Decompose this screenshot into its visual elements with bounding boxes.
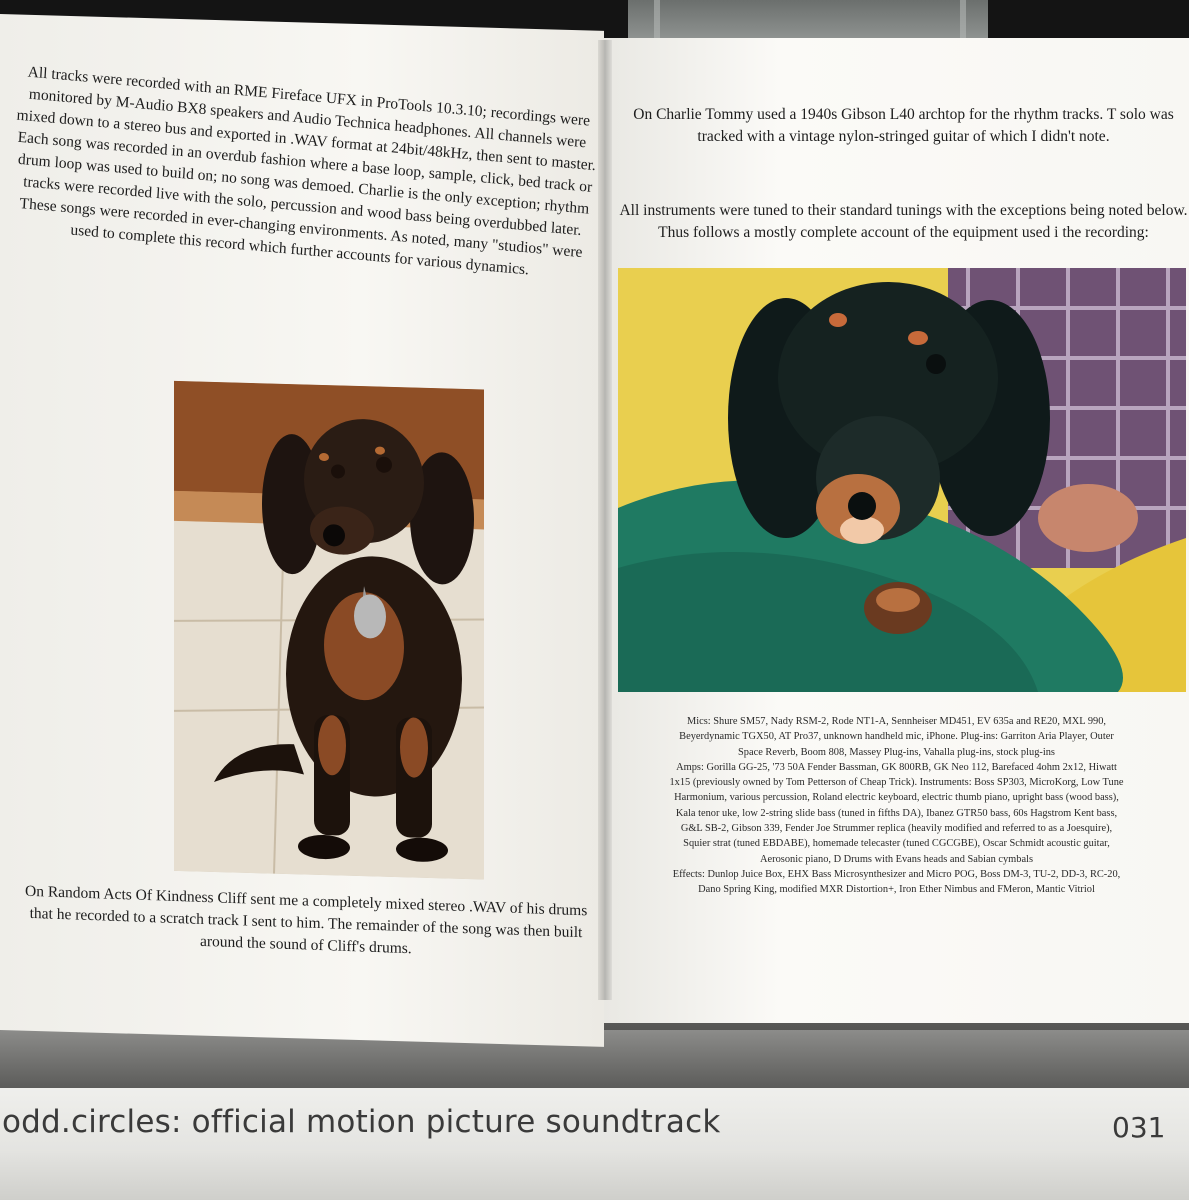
gear-line: Beyerdynamic TGX50, AT Pro37, unknown handheld mic, iPhone. Plug-ins: Garriton Aria Player, Outer bbox=[679, 731, 1114, 743]
left-paragraph-random-acts: On Random Acts Of Kindness Cliff sent me a completely mixed stereo .WAV of his drums that he recorded to a scratch track I sent to him. The remainder of the song was then built around the sound of Cliff's drums. bbox=[24, 882, 588, 958]
right-paragraph-tunings: All instruments were tuned to their standard tunings with the exceptions being noted below. Thus follows a mostly complete account of the equipment used i the recording: bbox=[619, 202, 1188, 241]
gear-line: Harmonium, various percussion, Roland electric keyboard, electric thumb piano, upright bass (wood bass), bbox=[674, 792, 1119, 804]
dog-standing-icon bbox=[174, 381, 484, 880]
left-paragraph-recording: All tracks were recorded with an RME Fireface UFX in ProTools 10.3.10; recordings were monitored by M-Audio BX8 speakers and Audio Technica headphones. All channels were mixed down to a stereo bus and exported in .WAV format at 24bit/48kHz, then sent to master. Each song was recorded in an overdub fashion where a base loop, sample, click, bed track or drum loop was used to build on; no song was demoed. Charlie is the only exception; rhythm tracks were recorded live with the solo, percussion and wood bass being overdubbed later. These songs were recorded in ever-changing environments. As noted, many "studios" were used to complete this record which further accounts for various dynamics. bbox=[16, 63, 597, 279]
spine-title: odd.circles: official motion picture soundtrack bbox=[2, 1104, 721, 1140]
gear-line: 1x15 (previously owned by Tom Petterson of Cheap Trick). Instruments: Boss SP303, MicroKorg, Low Tune bbox=[669, 777, 1124, 789]
dog-photo-standing bbox=[174, 381, 484, 880]
gear-line: Aerosonic piano, D Drums with Evans heads and Sabian cymbals bbox=[760, 853, 1033, 865]
spine-catalog-number: 031 bbox=[1112, 1111, 1166, 1144]
equipment-list bbox=[604, 714, 1189, 898]
dog-lying-icon bbox=[618, 268, 1186, 692]
gear-line: Amps: Gorilla GG-25, '73 50A Fender Bassman, GK 800RB, GK Neo 112, Barefaced 4ohm 2x12, Hiwatt bbox=[676, 761, 1117, 773]
gear-line: Squier strat (tuned EBDABE), homemade telecaster (tuned CGCGBE), Oscar Schmidt acoustic guitar, bbox=[683, 838, 1110, 850]
gear-line: Effects: Dunlop Juice Box, EHX Bass Microsynthesizer and Micro POG, Boss DM-3, TU-2, DD-3, RC-20, bbox=[672, 868, 1121, 880]
gear-line: Space Reverb, Boom 808, Massey Plug-ins, Vahalla plug-ins, stock plug-ins bbox=[738, 746, 1055, 758]
gear-line: Mics: Shure SM57, Nady RSM-2, Rode NT1-A, Sennheiser MD451, EV 635a and RE20, MXL 990, bbox=[686, 716, 1107, 727]
right-paragraph-charlie: On Charlie Tommy used a 1940s Gibson L40 archtop for the rhythm tracks. T solo was tracked with a vintage nylon-stringed guitar of which I didn't note. bbox=[633, 106, 1174, 145]
dog-photo-lying bbox=[618, 268, 1186, 692]
gear-line: Dano Spring King, modified MXR Distortion+, Iron Ether Nimbus and FMeron, Mantic Vitriol bbox=[698, 884, 1095, 896]
page-fold bbox=[598, 40, 612, 1000]
right-page bbox=[604, 38, 1189, 1023]
left-page bbox=[0, 14, 604, 1047]
gear-line: Kala tenor uke, low 2-string slide bass (tuned in fifths DA), Ibanez GTR50 bass, 60s Hagstrom Kent bass, bbox=[675, 807, 1118, 819]
gear-line: G&L SB-2, Gibson 339, Fender Joe Strummer replica (heavily modified and referred to as a Joesquire), bbox=[680, 823, 1113, 835]
